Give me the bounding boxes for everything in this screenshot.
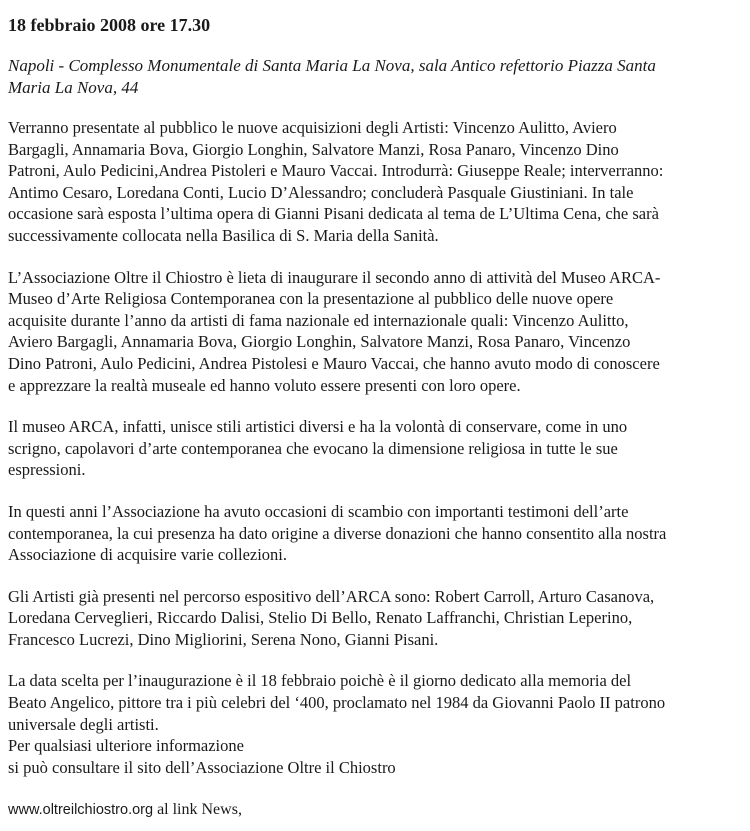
footer-link-line [8, 801, 242, 819]
text-line: Per qualsiasi ulteriore informazione [8, 736, 244, 756]
text-line: scrigno, capolavori d’arte contemporanea che evocano la dimensione religiosa in tutte le sue [8, 438, 618, 458]
text-line: In questi anni l’Associazione ha avuto occasioni di scambio con importanti testimoni dell’arte [8, 501, 629, 521]
text-line: contemporanea, la cui presenza ha dato origine a diverse donazioni che hanno consentito alla nostra [8, 523, 667, 543]
text-line: La data scelta per l’inaugurazione è il 18 febbraio poichè è il giorno dedicato alla memoria del [8, 671, 632, 691]
paragraph-artists [8, 586, 744, 651]
location-line: Maria La Nova, 44 [8, 78, 139, 97]
text-line: Aviero Bargagli, Annamaria Bova, Giorgio Longhin, Salvatore Manzi, Rosa Panaro, Vincenzo [8, 332, 631, 352]
text-line: Il museo ARCA, infatti, unisce stili artistici diversi e ha la volontà di conservare, come in uno [8, 417, 628, 437]
text-line: Gli Artisti già presenti nel percorso espositivo dell’ARCA sono: Robert Carroll, Arturo Casanova, [8, 586, 655, 606]
text-line: espressioni. [8, 460, 86, 480]
paragraph-association [8, 267, 744, 397]
text-line: universale degli artisti. [8, 714, 159, 734]
text-line: Bargagli, Annamaria Bova, Giorgio Longhin, Salvatore Manzi, Rosa Panaro, Vincenzo Dino [8, 139, 619, 159]
text-line: Museo d’Arte Religiosa Contemporanea con la presentazione al pubblico delle nuove opere [8, 289, 614, 309]
paragraph-presentation [8, 117, 744, 247]
text-line: successivamente collocata nella Basilica di S. Maria della Sanità. [8, 225, 439, 245]
location-line: Napoli - Complesso Monumentale di Santa Maria La Nova, sala Antico refettorio Piazza Santa [8, 56, 656, 75]
text-line: occasione sarà esposta l’ultima opera di Gianni Pisani dedicata al tema de L’Ultima Cena, che sarà [8, 204, 659, 224]
paragraph-date-info [8, 670, 744, 778]
paragraph-museum [8, 416, 744, 481]
event-date-heading: 18 febbraio 2008 ore 17.30 [8, 15, 211, 35]
text-line: Loredana Cerveglieri, Riccardo Dalisi, Stelio Di Bello, Renato Laffranchi, Christian Leperino, [8, 608, 633, 628]
text-line: Associazione di acquisire varie collezioni. [8, 545, 288, 565]
text-line: Dino Patroni, Aulo Pedicini, Andrea Pistolesi e Mauro Vaccai, che hanno avuto modo di conoscere [8, 353, 660, 373]
text-line: Antimo Cesaro, Loredana Conti, Lucio D’Alessandro; concluderà Pasquale Giustiniani. In tale [8, 182, 634, 202]
text-line: L’Associazione Oltre il Chiostro è lieta di inaugurare il secondo anno di attività del Museo ARCA- [8, 267, 661, 287]
text-line: Verranno presentate al pubblico le nuove acquisizioni degli Artisti: Vincenzo Aulitto, Aviero [8, 118, 617, 137]
text-line: acquisite durante l’anno da artisti di fama nazionale ed internazionale quali: Vincenzo Aulitto, [8, 310, 629, 330]
website-link[interactable]: www.oltreilchiostro.org [8, 802, 154, 818]
event-location [8, 55, 744, 99]
text-line: si può consultare il sito dell’Associazione Oltre il Chiostro [8, 757, 396, 777]
text-line: e apprezzare la realtà museale ed hanno voluto essere presenti con loro opere. [8, 375, 521, 395]
paragraph-donations [8, 501, 744, 566]
text-line: Patroni, Aulo Pedicini,Andrea Pistoleri e Mauro Vaccai. Introdurrà: Giuseppe Reale; interverranno: [8, 161, 664, 181]
footer-tail-text: al link News, [153, 801, 242, 818]
text-line: Beato Angelico, pittore tra i più celebri del ‘400, proclamato nel 1984 da Giovanni Paolo II patrono [8, 693, 666, 713]
text-line: Francesco Lucrezi, Dino Migliorini, Serena Nono, Gianni Pisani. [8, 629, 439, 649]
document-page [8, 14, 744, 798]
